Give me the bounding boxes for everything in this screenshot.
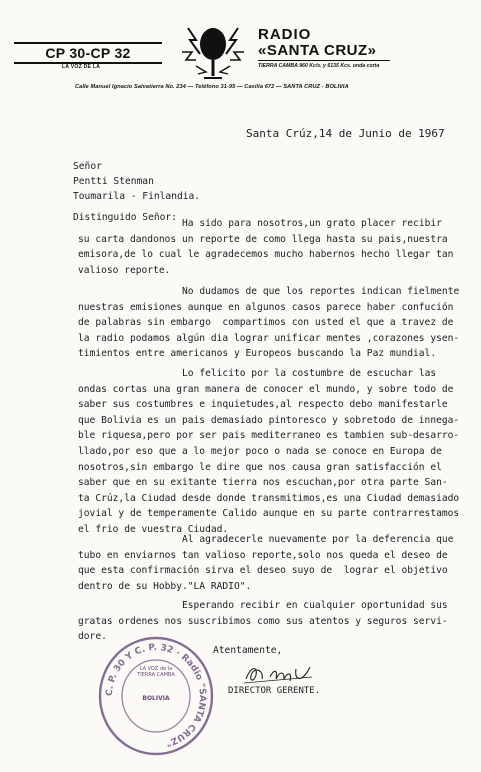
paragraph-line: ondas cortas una gran manera de conocer el mundo, y sobre todo de [78, 383, 454, 395]
signer-title: DIRECTOR GERENTE. [228, 686, 321, 696]
paragraph-line: Al agradecerle nuevamente por la deferencia que [182, 534, 454, 545]
stamp-center-text: BOLIVIA [142, 695, 170, 702]
salutation: Distinguido Señor: [73, 211, 177, 223]
stamp-inner-text: LA VOZ de la TIERRA CAMBA [137, 666, 175, 678]
paragraph-line: la radio podamos algún dia lograr unificar mentes ,corazones ysen- [78, 332, 460, 344]
paragraph-line: que esta confirmación sirva el deseo suyo de lograr el objetivo [78, 565, 448, 577]
paragraph-line: timientos entre americanos y Europeos buscando la Paz mundial. [78, 348, 437, 360]
station-frequency: TIERRA CAMBA 960 Kc/s. y 6135 Kcs. onda corta [258, 63, 380, 69]
paragraph-line: emisora,de lo cual le agradecemos mucho habernos hecho llegar tan [78, 249, 454, 261]
paragraph-line: ta Crúz,la Ciudad desde donde transmitimos,es una Ciudad demasiado [78, 492, 460, 504]
handwritten-signature [240, 659, 320, 689]
paragraph-3 [78, 366, 473, 538]
paragraph-2 [78, 284, 473, 362]
recipient-block [73, 159, 200, 225]
paragraph-line: ble riquesa,pero por ser pais mediterraneo es tambien sub-desarro- [78, 430, 460, 442]
svg-text:C. P. 30 Y C. P. 32 · Radio "S: C. P. 30 Y C. P. 32 · Radio "SANTA CRUZ" [104, 642, 208, 748]
paragraph-line: tubo en enviarnos tan valioso reporte,solo nos queda el deseo de [78, 549, 448, 561]
paragraph-line: No dudamos de que los reportes indican fielmente [182, 286, 460, 297]
closing-phrase: Atentamente, [213, 645, 283, 656]
recipient-title: Señor [73, 161, 102, 172]
paragraph-line: de palabras sin embargo compartimos con usted el que a travez de [78, 317, 454, 329]
paragraph-line: nuestras emisiones aunque en algunos casos parece haber confución [78, 301, 454, 313]
paragraph-4 [78, 532, 473, 594]
station-address: Calle Manuel Ignacio Salvatierra No. 234 — Teléfono 31-95 — Casilla 672 — SANTA CRUZ - BOLIVIA [75, 84, 349, 90]
paragraph-line: llado,por eso que a lo mejor poco o nada se conoce en Europa de [78, 445, 442, 457]
paragraph-line: nosotros,sin embargo le dire que nos causa gran satisfacción el [78, 461, 442, 473]
recipient-name: Pentti Stenman [73, 176, 154, 188]
paragraph-line: gratas ordenes nos suscribimos como sus atentos y seguros servi- [78, 615, 448, 627]
recipient-location: Toumarila - Finlandia. [73, 191, 201, 203]
paragraph-line: Lo felicito por la costumbre de escuchar las [182, 368, 437, 379]
paragraph-1 [78, 216, 473, 278]
paragraph-line: dore. [78, 631, 107, 643]
microphone-lightning-emblem-icon [168, 22, 258, 80]
paragraph-line: que Bolivia es un pais demasiado pintoresco y sobretodo de innega- [78, 414, 460, 426]
station-name-santa-cruz: «SANTA CRUZ» [258, 41, 390, 61]
paragraph-line: saber que en su exitante tierra nos escuchan,por otra parte San- [78, 477, 448, 489]
paragraph-line: el frio de vuestra Ciudad. [78, 523, 229, 535]
paragraph-line: Ha sido para nosotros,un grato placer recibir [182, 218, 442, 229]
paragraph-line: saber sus costumbres e inquietudes,al respecto debo manifestarle [78, 399, 448, 411]
paragraph-line: Esperando recibir en cualquier oportunidad sus [182, 600, 448, 611]
station-name-radio: RADIO [258, 26, 312, 43]
paragraph-line: jovial y de temperamente Calido aunque en su parte contrarrestamos [78, 508, 460, 520]
letter-date: Santa Crúz,14 de Junio de 1967 [246, 127, 445, 140]
paragraph-line: valioso reporte. [78, 264, 171, 276]
paragraph-line: su carta dandonos un reporte de como llega hasta su pais,nuestra [78, 233, 448, 245]
station-callsign: CP 30-CP 32 [14, 42, 162, 64]
station-tagline: LA VOZ DE LA [62, 64, 101, 70]
paragraph-line: dentro de su Hobby."LA RADIO". [78, 580, 252, 592]
